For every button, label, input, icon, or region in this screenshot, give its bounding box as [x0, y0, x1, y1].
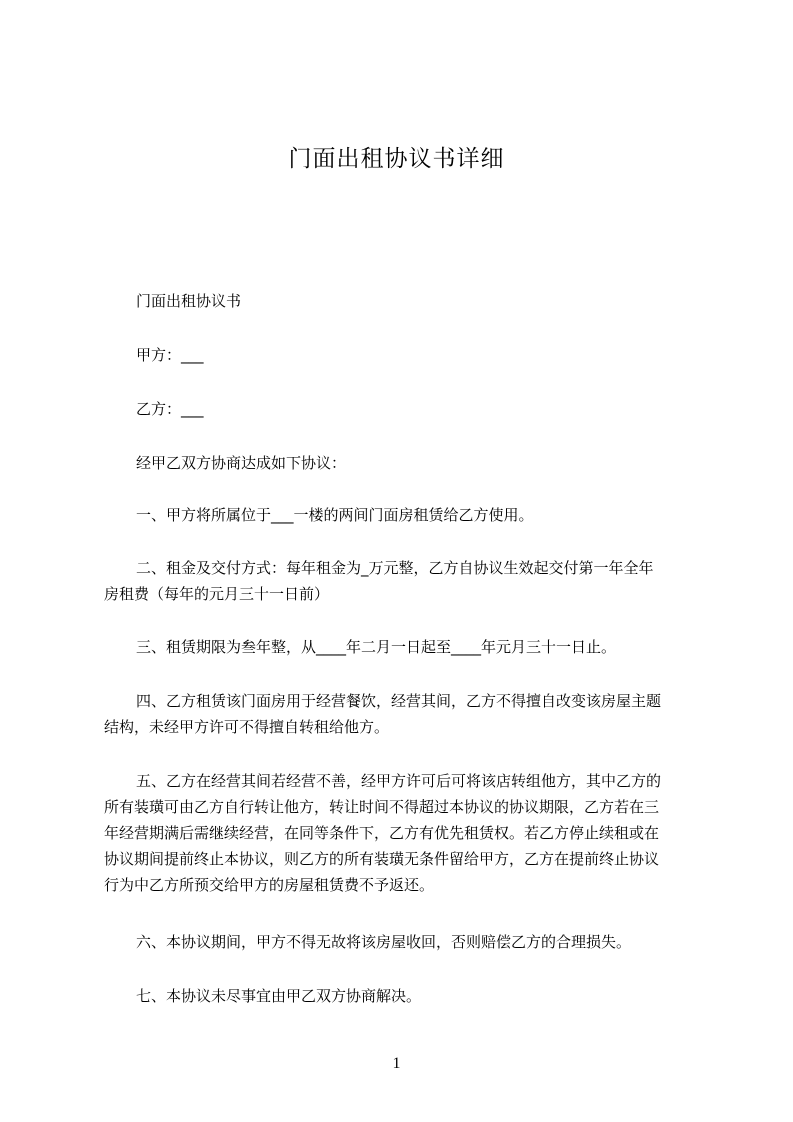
party-b-line: 乙方：___ [136, 400, 204, 418]
clause-5-line-4: 协议期间提前终止本协议，则乙方的所有装璜无条件留给甲方，乙方在提前终止协议 [104, 850, 660, 868]
clause-2-line-2: 房租费（每年的元月三十一日前） [104, 585, 330, 603]
clause-2 [104, 555, 704, 607]
page-number: 1 [392, 1055, 401, 1072]
clause-6: 六、本协议期间，甲方不得无故将该房屋收回，否则赔偿乙方的合理损失。 [136, 933, 632, 951]
clause-7: 七、本协议未尽事宜由甲乙双方协商解决。 [136, 987, 422, 1005]
clause-5-line-3: 年经营期满后需继续经营，在同等条件下，乙方有优先租赁权。若乙方停止续租或在 [104, 824, 660, 842]
clause-5-line-1: 五、乙方在经营其间若经营不善，经甲方许可后可将该店转组他方，其中乙方的 [136, 772, 662, 790]
document-title: 门面出租协议书详细 [288, 146, 505, 172]
clause-1: 一、甲方将所属位于___一楼的两间门面房租赁给乙方使用。 [136, 506, 534, 524]
clause-5-line-5: 行为中乙方所预交给甲方的房屋租赁费不予返还。 [104, 876, 435, 894]
clause-3: 三、租赁期限为叁年整，从____年二月一日起至____年元月三十一日止。 [136, 638, 617, 656]
clause-5 [104, 768, 704, 898]
agreement-subtitle: 门面出租协议书 [136, 292, 242, 310]
clause-4 [104, 688, 704, 740]
clause-2-line-1: 二、租金及交付方式：每年租金为_万元整，乙方自协议生效起交付第一年全年 [136, 559, 654, 577]
clause-4-line-1: 四、乙方租赁该门面房用于经营餐饮，经营其间，乙方不得擅自改变该房屋主题 [136, 692, 662, 710]
intro-line: 经甲乙双方协商达成如下协议： [136, 454, 347, 472]
clause-4-line-2: 结构，未经甲方许可不得擅自转租给他方。 [104, 718, 390, 736]
party-a-line: 甲方：___ [136, 346, 204, 364]
clause-5-line-2: 所有装璜可由乙方自行转让他方，转让时间不得超过本协议的协议期限，乙方若在三 [104, 798, 660, 816]
